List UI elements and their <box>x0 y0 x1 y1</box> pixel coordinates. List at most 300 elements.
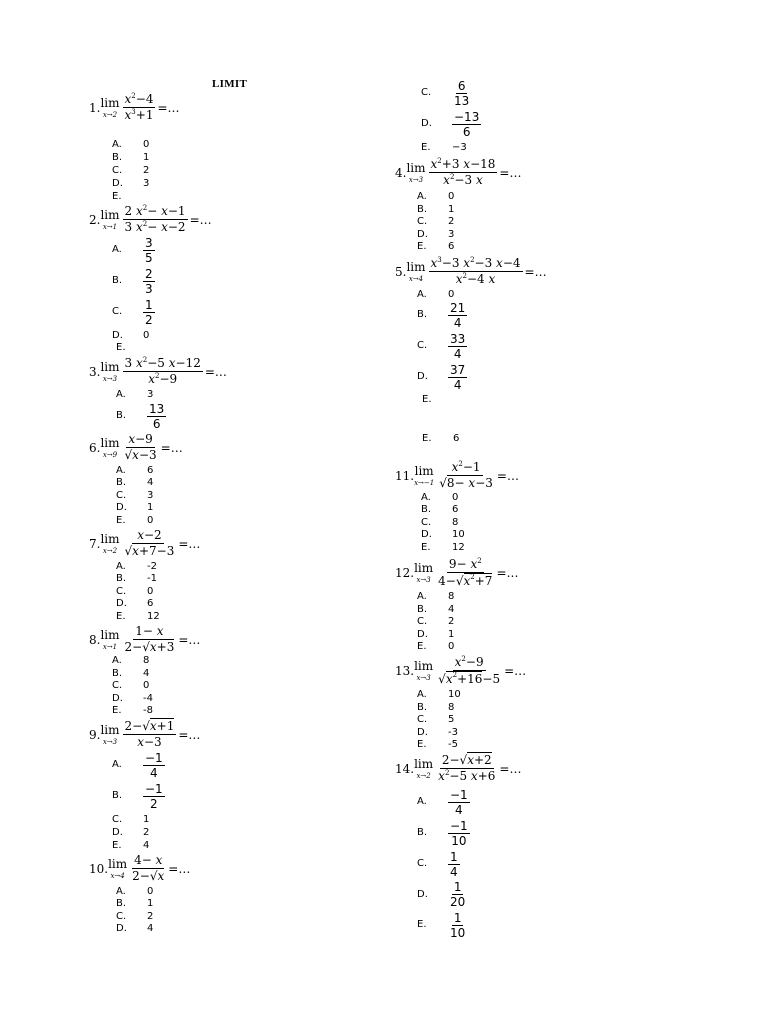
option-value: 0 <box>448 191 455 202</box>
question-number: 11. <box>395 468 415 483</box>
answer-option <box>417 591 454 604</box>
question-q2 <box>89 204 212 235</box>
option-fraction <box>143 298 155 327</box>
answer-option <box>112 814 149 827</box>
limit-operator <box>100 361 119 383</box>
option-value: 2 <box>448 616 455 628</box>
option-denominator: 5 <box>145 251 153 265</box>
option-letter: A. <box>116 561 126 572</box>
option-value: 3 <box>448 228 455 240</box>
limit-operator <box>108 858 127 880</box>
option-denominator: 6 <box>152 417 161 431</box>
option-denominator: 4 <box>453 316 462 330</box>
numerator: 3 $x^2-5$ x−12 <box>124 356 201 370</box>
question-q4 <box>395 157 521 188</box>
answer-option <box>421 142 467 155</box>
option-denominator: 2 <box>145 313 153 327</box>
answer-option <box>116 911 153 924</box>
option-numerator: 33 <box>450 332 466 346</box>
answer-option <box>417 714 454 727</box>
limit-operator <box>414 758 433 780</box>
answer-option <box>116 611 160 624</box>
option-value: 6 <box>452 504 459 516</box>
question-q10 <box>89 853 190 884</box>
limit-expression <box>130 853 166 884</box>
equals-ellipsis: =… <box>178 727 201 742</box>
option-letter: D. <box>112 692 123 704</box>
option-letter: B. <box>417 827 428 839</box>
lim-word: lim <box>406 259 426 274</box>
question-q8 <box>89 624 200 655</box>
question-number: 3. <box>89 364 101 379</box>
question-number: 1. <box>89 100 101 115</box>
lim-word: lim <box>100 359 120 374</box>
option-numerator: 1 <box>450 849 458 864</box>
question-q11 <box>395 460 519 491</box>
answer-option <box>417 629 454 642</box>
numerator: $x^2-1$ <box>451 460 481 474</box>
denominator: √8− x−3 <box>439 476 493 490</box>
denominator: 2−√x <box>132 869 165 883</box>
option-value: 1 <box>147 502 154 514</box>
answer-option <box>112 693 153 706</box>
option-letter: E. <box>417 641 427 653</box>
answer-option <box>417 616 454 629</box>
option-value: 0 <box>147 886 154 897</box>
option-value: -5 <box>448 739 458 751</box>
option-value: -2 <box>147 561 157 572</box>
denominator: $x^2-5$ x+6 <box>438 769 496 783</box>
option-numerator: 1 <box>453 880 462 895</box>
limit-operator <box>100 209 119 231</box>
answer-option <box>116 477 153 490</box>
answer-option <box>112 827 149 840</box>
option-value: 0 <box>143 680 150 692</box>
lim-subscript: x→4 <box>408 274 424 283</box>
equals-ellipsis: =… <box>204 364 227 379</box>
option-fraction <box>448 363 467 392</box>
option-value: 0 <box>143 139 150 150</box>
answer-option <box>116 573 157 586</box>
denominator: 2−√x+3 <box>124 640 175 654</box>
answer-option <box>116 502 153 515</box>
option-value: 3 <box>147 389 154 400</box>
option-value: 10 <box>448 689 461 700</box>
option-denominator: 4 <box>450 864 458 879</box>
answer-option <box>116 561 157 574</box>
answer-option <box>417 727 458 740</box>
option-denominator: 2 <box>150 797 158 811</box>
question-q9 <box>89 719 200 750</box>
option-value: 6 <box>147 465 154 476</box>
option-letter: D. <box>116 502 127 514</box>
option-letter: E. <box>417 919 427 931</box>
question-number: 4. <box>395 165 407 180</box>
option-letter: D. <box>417 726 428 738</box>
option-value: 4 <box>448 603 455 615</box>
lim-subscript: x→3 <box>408 175 424 184</box>
option-numerator: 13 <box>149 402 165 416</box>
option-denominator: 10 <box>450 926 466 941</box>
answer-option <box>112 236 155 265</box>
option-denominator: 13 <box>454 94 470 108</box>
option-fraction <box>448 850 460 879</box>
lim-word: lim <box>100 95 120 110</box>
option-fraction <box>448 911 467 940</box>
question-number: 2. <box>89 212 101 227</box>
lim-word: lim <box>414 463 434 478</box>
lim-subscript: x→3 <box>102 737 118 746</box>
question-q3 <box>89 356 227 387</box>
lim-subscript: x→−1 <box>414 478 435 487</box>
option-numerator: 1 <box>145 298 153 312</box>
option-numerator: 37 <box>450 363 466 377</box>
option-denominator: 6 <box>462 125 471 139</box>
option-fraction <box>147 402 166 431</box>
equals-ellipsis: =… <box>499 165 522 180</box>
option-denominator: 3 <box>145 282 153 296</box>
option-numerator: −1 <box>450 818 468 833</box>
limit-operator <box>100 533 119 555</box>
lim-subscript: x→3 <box>416 674 431 682</box>
option-letter: B. <box>116 573 127 585</box>
answer-option <box>417 191 454 204</box>
option-value: -8 <box>143 705 153 717</box>
option-value: 0 <box>147 585 154 597</box>
limit-operator <box>406 162 425 184</box>
option-letter: D. <box>421 529 432 541</box>
question-number: 9. <box>89 727 101 742</box>
answer-option <box>116 886 153 899</box>
option-value: 0 <box>143 330 150 341</box>
option-letter: E. <box>116 610 126 622</box>
answer-option <box>112 330 149 343</box>
option-letter: E. <box>417 739 427 751</box>
lim-subscript: x→1 <box>102 642 118 651</box>
option-value: 1 <box>143 814 150 825</box>
answer-option <box>417 689 461 702</box>
denominator: √x+7−3 <box>124 544 175 558</box>
option-letter: A. <box>417 289 427 300</box>
denominator: $x^3+1$ <box>124 108 154 122</box>
answer-option <box>116 389 153 402</box>
option-value: 4 <box>143 667 150 679</box>
option-letter: D. <box>112 178 123 189</box>
equals-ellipsis: =… <box>499 761 522 776</box>
equals-ellipsis: =… <box>496 468 519 483</box>
limit-operator <box>100 97 119 119</box>
limit-expression <box>123 528 177 559</box>
option-letter: A. <box>417 689 427 700</box>
answer-option <box>112 298 155 327</box>
option-letter: C. <box>112 680 123 692</box>
option-value: 6 <box>147 598 154 610</box>
answer-option <box>116 490 153 503</box>
option-fraction <box>143 236 155 265</box>
answer-option <box>417 204 454 217</box>
option-letter: B. <box>112 667 123 679</box>
option-letter: A. <box>112 759 122 771</box>
limit-operator <box>406 261 425 283</box>
limit-operator <box>100 629 119 651</box>
option-numerator: −1 <box>145 782 163 796</box>
answer-option <box>417 739 458 752</box>
numerator: $x^2+3$ x−18 <box>430 157 496 171</box>
numerator: x−9 <box>128 432 153 446</box>
answer-option <box>421 542 465 555</box>
option-denominator: 4 <box>455 803 463 817</box>
lim-subscript: x→4 <box>110 871 125 880</box>
option-letter: B. <box>417 309 428 321</box>
lim-word: lim <box>100 435 120 450</box>
limit-expression <box>429 256 523 287</box>
option-letter: E. <box>116 514 126 526</box>
answer-option <box>116 898 153 911</box>
limit-expression <box>436 655 502 687</box>
answer-option <box>417 604 454 617</box>
answer-option <box>116 342 147 355</box>
answer-option <box>112 178 149 191</box>
option-value: 4 <box>143 840 150 851</box>
option-fraction <box>448 332 467 361</box>
limit-expression <box>437 460 495 491</box>
option-denominator: 10 <box>451 833 467 848</box>
option-numerator: 2 <box>145 267 153 281</box>
option-letter: D. <box>112 827 123 838</box>
option-letter: B. <box>417 603 428 615</box>
option-value: 1 <box>448 628 455 640</box>
option-value: 1 <box>448 203 455 215</box>
question-q12 <box>395 557 519 589</box>
limit-expression <box>123 624 177 655</box>
option-value: 1 <box>147 898 154 910</box>
option-letter: E. <box>421 541 431 553</box>
question-q14 <box>395 753 521 784</box>
option-fraction <box>452 79 471 108</box>
numerator: 2−√x+2 <box>441 753 492 767</box>
answer-option <box>417 788 470 817</box>
answer-option <box>417 301 467 330</box>
equals-ellipsis: =… <box>168 861 191 876</box>
option-value: 0 <box>147 514 154 526</box>
denominator: 3 $x^2- x-2$ <box>124 220 186 234</box>
option-value: 0 <box>452 492 459 503</box>
answer-option <box>112 655 149 668</box>
equals-ellipsis: =… <box>160 440 183 455</box>
numerator: $x^2-4$ <box>124 92 154 106</box>
lim-word: lim <box>100 627 120 642</box>
limit-operator <box>414 660 433 682</box>
answer-option <box>421 517 458 530</box>
option-letter: C. <box>112 165 123 176</box>
lim-word: lim <box>100 722 120 737</box>
lim-word: lim <box>406 160 426 175</box>
answer-option <box>417 229 454 242</box>
option-letter: D. <box>116 598 127 610</box>
option-letter: A. <box>112 244 122 256</box>
option-letter: B. <box>116 410 127 422</box>
option-value: -4 <box>143 692 153 704</box>
option-value: 8 <box>448 591 455 602</box>
answer-option <box>112 152 149 165</box>
option-letter: C. <box>112 814 123 825</box>
limit-expression <box>123 92 156 123</box>
limit-expression <box>436 557 494 589</box>
lim-word: lim <box>108 856 128 871</box>
option-letter: B. <box>116 477 127 489</box>
option-value: −3 <box>452 142 467 153</box>
limit-expression <box>436 753 497 784</box>
option-value: 0 <box>448 641 455 653</box>
option-value: 5 <box>448 714 455 726</box>
option-letter: E. <box>422 433 432 444</box>
answer-option <box>112 680 149 693</box>
option-letter: B. <box>112 790 123 802</box>
denominator: $√x^2+16-5$ <box>438 671 501 686</box>
numerator: $9- x^2$ <box>448 557 482 571</box>
answer-option <box>116 598 153 611</box>
answer-option <box>417 702 454 715</box>
question-number: 13. <box>395 664 415 678</box>
option-letter: C. <box>112 306 123 318</box>
option-value: 8 <box>448 701 455 713</box>
equals-ellipsis: =… <box>504 664 527 678</box>
option-letter: D. <box>112 330 123 341</box>
option-value: 8 <box>143 655 150 666</box>
lim-word: lim <box>414 659 434 673</box>
question-q5 <box>395 256 547 287</box>
option-letter: C. <box>417 714 428 726</box>
option-letter: C. <box>417 340 428 352</box>
answer-option <box>417 289 454 302</box>
option-value: 12 <box>452 541 465 553</box>
option-value: 2 <box>143 165 150 176</box>
option-letter: B. <box>116 898 127 910</box>
answer-option <box>112 668 149 681</box>
option-value: 6 <box>448 241 455 253</box>
numerator: $x^3-3$ $x^2-3$ x−4 <box>430 256 521 270</box>
answer-option <box>417 332 467 361</box>
equals-ellipsis: =… <box>189 212 212 227</box>
answer-option <box>112 751 165 780</box>
numerator: x−2 <box>137 528 162 542</box>
option-value: 2 <box>143 827 150 838</box>
option-letter: D. <box>421 118 432 130</box>
option-value: 8 <box>452 516 459 528</box>
option-value: 0 <box>448 289 455 300</box>
option-letter: A. <box>417 591 427 602</box>
option-letter: D. <box>116 923 127 935</box>
denominator: x−3 <box>137 735 162 749</box>
option-fraction <box>448 301 467 330</box>
option-numerator: 6 <box>457 79 466 93</box>
option-value: 3 <box>143 178 150 189</box>
answer-option <box>417 850 460 879</box>
option-fraction <box>448 880 467 909</box>
equals-ellipsis: =… <box>524 264 547 279</box>
denominator: $x^2-3$ x <box>443 173 483 187</box>
option-letter: E. <box>112 705 122 717</box>
answer-option <box>421 110 481 139</box>
option-letter: C. <box>421 87 432 99</box>
option-letter: A. <box>112 139 122 150</box>
question-q7 <box>89 528 200 559</box>
lim-subscript: x→2 <box>102 110 118 119</box>
option-letter: C. <box>116 585 127 597</box>
option-fraction <box>448 788 470 817</box>
option-letter: B. <box>112 152 123 163</box>
answer-option <box>112 782 165 811</box>
option-denominator: 4 <box>453 347 462 361</box>
answer-option <box>116 465 153 478</box>
option-numerator: 3 <box>145 236 153 250</box>
answer-option <box>417 880 467 909</box>
numerator: 2 $x^2- x-1$ <box>124 204 186 218</box>
lim-subscript: x→2 <box>416 771 431 780</box>
option-numerator: −13 <box>454 110 480 124</box>
numerator: 4− x <box>134 853 163 867</box>
question-number: 8. <box>89 632 101 647</box>
numerator: 2−√x+1 <box>124 719 175 733</box>
limit-expression <box>123 356 203 387</box>
option-letter: A. <box>417 191 427 202</box>
option-value: 2 <box>147 910 154 922</box>
option-numerator: −1 <box>145 751 163 765</box>
question-number: 12. <box>395 566 415 580</box>
numerator: $x^2-9$ <box>454 655 484 669</box>
question-number: 10. <box>89 861 109 876</box>
option-letter: C. <box>116 489 127 501</box>
option-numerator: 1 <box>453 911 462 926</box>
option-value: -3 <box>448 726 458 738</box>
answer-option <box>116 515 153 528</box>
answer-option <box>112 139 149 152</box>
question-q6 <box>89 432 183 463</box>
question-q13 <box>395 655 526 687</box>
lim-word: lim <box>414 756 434 771</box>
answer-option <box>112 840 149 853</box>
answer-option <box>112 267 155 296</box>
option-letter: E. <box>417 241 427 253</box>
answer-option <box>421 504 458 517</box>
option-value: 2 <box>448 216 455 228</box>
denominator: $x^2-9$ <box>148 372 178 386</box>
option-letter: A. <box>112 655 122 666</box>
answer-option <box>417 363 467 392</box>
option-letter: B. <box>421 504 432 516</box>
option-letter: D. <box>417 371 428 383</box>
limit-expression <box>123 204 188 235</box>
option-letter: D. <box>417 228 428 240</box>
answer-option <box>417 641 454 654</box>
option-fraction <box>143 782 165 811</box>
option-letter: A. <box>417 796 427 808</box>
option-numerator: 21 <box>450 301 466 315</box>
option-value: 4 <box>147 923 154 935</box>
option-letter: D. <box>417 888 428 900</box>
option-value: 10 <box>452 529 465 541</box>
limit-operator <box>414 465 434 487</box>
option-denominator: 20 <box>450 895 466 910</box>
option-letter: E. <box>116 342 126 353</box>
answer-option <box>422 394 453 407</box>
question-q1 <box>89 92 180 123</box>
question-number: 14. <box>395 761 415 776</box>
option-value: 3 <box>147 489 154 501</box>
option-value: 12 <box>147 610 160 622</box>
answer-option <box>112 705 153 718</box>
denominator: $x^2-4$ x <box>455 272 496 286</box>
